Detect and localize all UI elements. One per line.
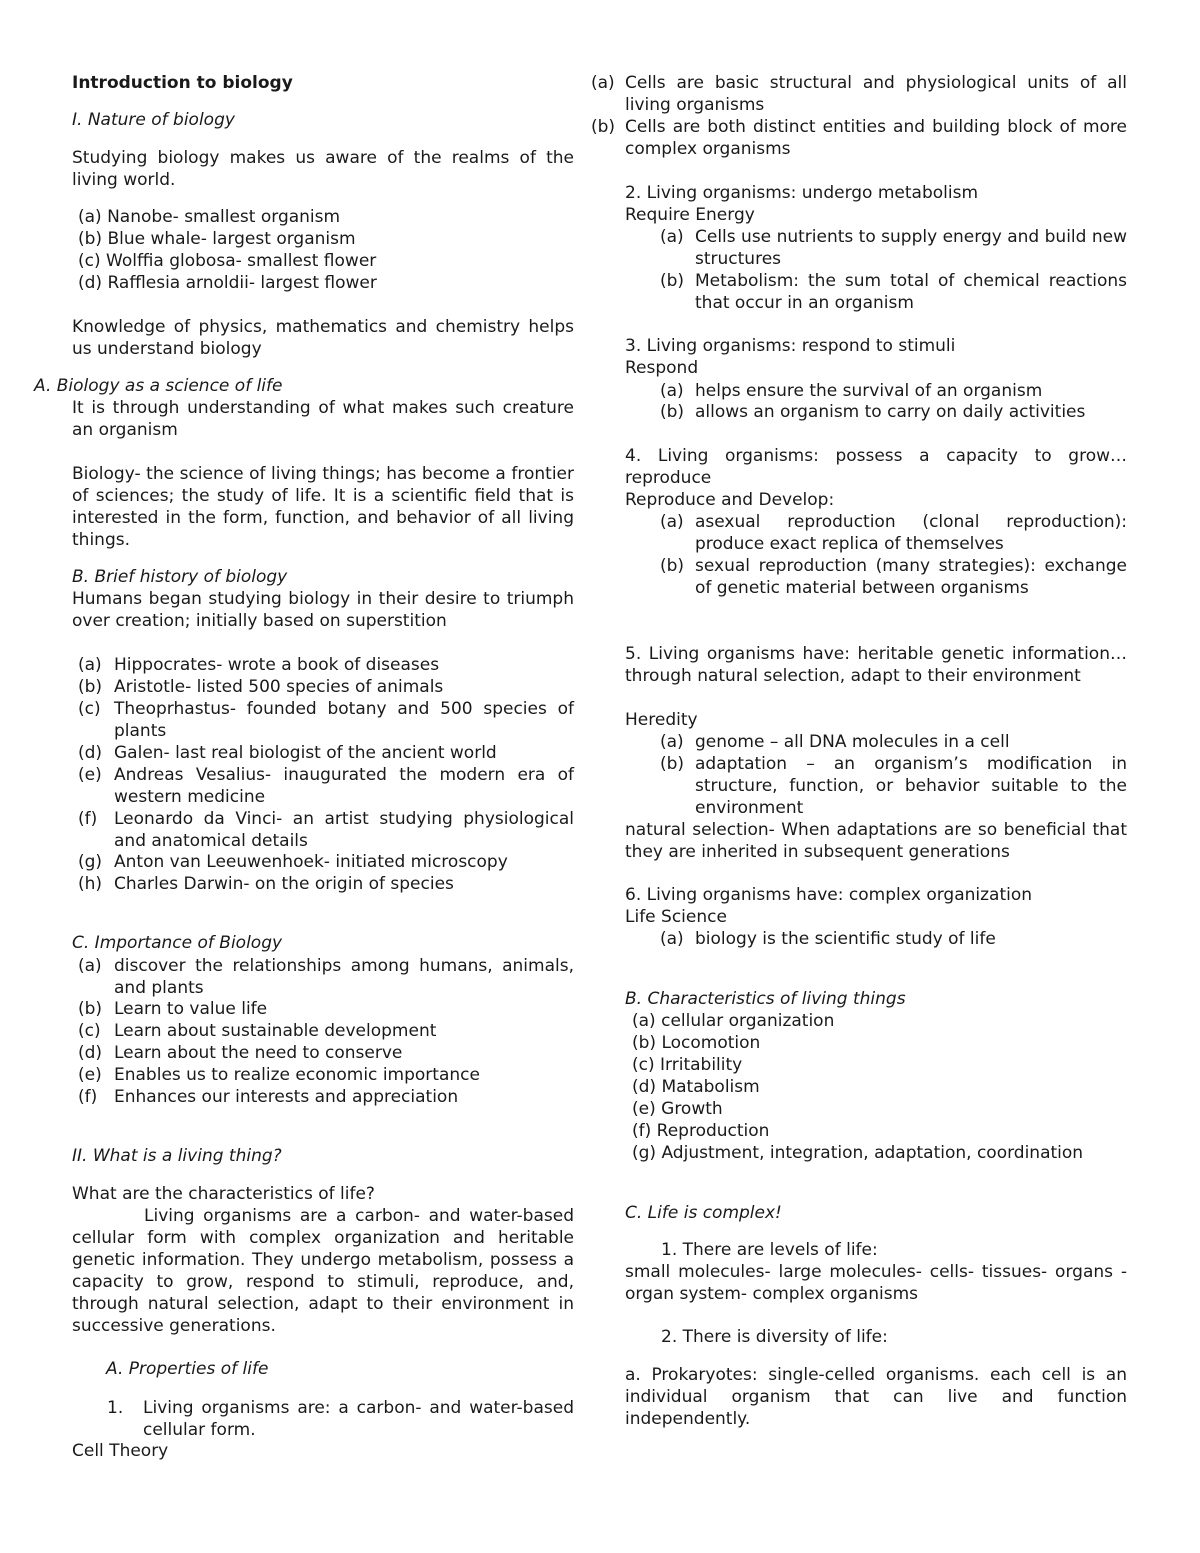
natural-selection-paragraph: natural selection- When adaptations are so beneficial that they are inherited in subsequent generations <box>625 820 1127 862</box>
section-living-heading: II. What is a living thing? <box>72 1146 282 1166</box>
list-item: (h) Charles Darwin- on the origin of species <box>78 874 454 894</box>
levels-paragraph: small molecules- large molecules- cells- tissues- organs - organ system- complex organisms <box>625 1262 1127 1304</box>
property-2-sub: Require Energy <box>625 205 755 225</box>
cell-theory-label: Cell Theory <box>72 1441 169 1461</box>
property-3-sub: Respond <box>625 358 699 378</box>
section-b-paragraph: Humans began studying biology in their desire to triumph over creation; initially based on superstition <box>72 589 574 631</box>
characteristics-heading: B. Characteristics of living things <box>625 989 906 1009</box>
list-item: (b) Locomotion <box>632 1033 761 1053</box>
living-paragraph: Living organisms are a carbon- and water-based cellular form with complex organization and heritable genetic information. They undergo metabolism, possess a capacity to grow, respond to stimuli, reproduce, and, through natural selection, adapt to their environment in successive generations. <box>72 1206 574 1336</box>
list-item: (c) Wolffia globosa- smallest flower <box>78 251 377 271</box>
properties-heading: A. Properties of life <box>106 1359 269 1379</box>
list-item: (b) Blue whale- largest organism <box>78 229 356 249</box>
characteristics-question: What are the characteristics of life? <box>72 1184 375 1204</box>
list-item: (b) Aristotle- listed 500 species of animals <box>78 677 444 697</box>
property-4-sub: Reproduce and Develop: <box>625 490 835 510</box>
list-item: (c) Learn about sustainable development <box>78 1021 437 1041</box>
property-2-heading: 2. Living organisms: undergo metabolism <box>625 183 979 203</box>
list-item: (b) allows an organism to carry on daily activities <box>660 402 1086 422</box>
property-6-heading: 6. Living organisms have: complex organization <box>625 885 1033 905</box>
diversity-heading: 2. There is diversity of life: <box>661 1327 888 1347</box>
life-complex-heading: C. Life is complex! <box>625 1203 782 1223</box>
list-item: (e) Andreas Vesalius- inaugurated the modern era of western medicine <box>78 765 574 807</box>
list-item: (a) Cells use nutrients to supply energy and build new structures <box>660 227 1127 269</box>
list-item: (e) Growth <box>632 1099 723 1119</box>
property-5-sub: Heredity <box>625 710 698 730</box>
property-6-sub: Life Science <box>625 907 727 927</box>
list-item: (f) Enhances our interests and appreciation <box>78 1087 459 1107</box>
list-item: (a) helps ensure the survival of an organism <box>660 381 1043 401</box>
list-item: (a) cellular organization <box>632 1011 835 1031</box>
list-item: (b) Metabolism: the sum total of chemical reactions that occur in an organism <box>660 271 1127 313</box>
list-item: (a) genome – all DNA molecules in a cell <box>660 732 1010 752</box>
section-nature-heading: I. Nature of biology <box>72 110 235 130</box>
list-item: (c) Theoprhastus- founded botany and 500 species of plants <box>78 699 574 741</box>
list-item: (g) Adjustment, integration, adaptation, coordination <box>632 1143 1084 1163</box>
cell-item: (a) Cells are basic structural and physiological units of all living organisms <box>591 73 1127 115</box>
list-item: (b) sexual reproduction (many strategies): exchange of genetic material between organisms <box>660 556 1127 598</box>
section-c-heading: C. Importance of Biology <box>72 933 283 953</box>
property-3-heading: 3. Living organisms: respond to stimuli <box>625 336 956 356</box>
document-title: Introduction to biology <box>72 73 293 93</box>
property-5-heading: 5. Living organisms have: heritable genetic information… through natural selection, adapt to their environment <box>625 644 1127 686</box>
list-item: (a) biology is the scientific study of life <box>660 929 996 949</box>
list-item: (a) asexual reproduction (clonal reproduction): produce exact replica of themselves <box>660 512 1127 554</box>
list-item: (d) Galen- last real biologist of the ancient world <box>78 743 497 763</box>
knowledge-paragraph: Knowledge of physics, mathematics and chemistry helps us understand biology <box>72 317 574 359</box>
list-item: (d) Learn about the need to conserve <box>78 1043 403 1063</box>
list-item: (a) Nanobe- smallest organism <box>78 207 341 227</box>
section-b-heading: B. Brief history of biology <box>72 567 288 587</box>
list-item: (f) Leonardo da Vinci- an artist studying physiological and anatomical details <box>78 809 574 851</box>
list-item: (a) Hippocrates- wrote a book of diseases <box>78 655 440 675</box>
cell-item: (b) Cells are both distinct entities and building block of more complex organisms <box>591 117 1127 159</box>
section-a-paragraph-2: Biology- the science of living things; has become a frontier of sciences; the study of life. It is a scientific field that is interested in the form, function, and behavior of all living things. <box>72 464 574 550</box>
section-a-heading: A. Biology as a science of life <box>34 376 283 396</box>
levels-heading: 1. There are levels of life: <box>661 1240 878 1260</box>
property-1: 1. Living organisms are: a carbon- and water-based cellular form. <box>107 1398 574 1440</box>
intro-paragraph: Studying biology makes us aware of the realms of the living world. <box>72 148 574 190</box>
prokaryotes-paragraph: a. Prokaryotes: single-celled organisms. each cell is an individual organism that can live and function independently. <box>625 1365 1127 1429</box>
list-item: (c) Irritability <box>632 1055 743 1075</box>
list-item: (b) adaptation – an organism’s modification in structure, function, or behavior suitable to the environment <box>660 754 1127 818</box>
list-item: (f) Reproduction <box>632 1121 770 1141</box>
list-item: (e) Enables us to realize economic importance <box>78 1065 480 1085</box>
section-a-paragraph-1: It is through understanding of what makes such creature an organism <box>72 398 574 440</box>
list-item: (b) Learn to value life <box>78 999 268 1019</box>
property-4-heading: 4. Living organisms: possess a capacity to grow… reproduce <box>625 446 1127 488</box>
list-item: (g) Anton van Leeuwenhoek- initiated microscopy <box>78 852 508 872</box>
list-item: (d) Matabolism <box>632 1077 760 1097</box>
list-item: (d) Rafflesia arnoldii- largest flower <box>78 273 377 293</box>
list-item: (a) discover the relationships among humans, animals, and plants <box>78 956 574 998</box>
